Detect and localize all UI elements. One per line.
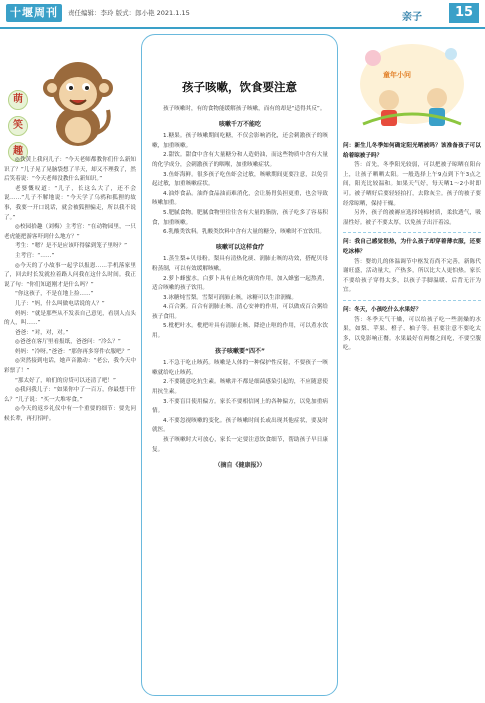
article-item: 4.百合粥。百合有润肺止咳、清心安神的作用，可以做成百合粥给孩子食用。 bbox=[152, 304, 328, 320]
children-illustration bbox=[343, 34, 481, 134]
article-intro: 孩子咳嗽时，有的食物能缓解孩子咳嗽，而有的却是“适得其反”。 bbox=[163, 106, 326, 112]
joke-paragraph: “你这孩子，不是在地上捡……” bbox=[15, 291, 94, 298]
answer: 答：冬季天气干燥，可以给孩子吃一些润燥的水果，如梨、苹果、橙子、柚子等。但要注意不要吃太多，以免影响正餐。水果最好在两餐之间吃，不要空腹吃。 bbox=[343, 316, 481, 352]
qa-text bbox=[343, 142, 481, 354]
section-title: 亲子 bbox=[402, 12, 422, 23]
article-title: 孩子咳嗽，饮食要注意 bbox=[182, 80, 297, 94]
joke-paragraph: ◎今天的返乡礼仪中有一个重要的细节：要先问候长辈，再打招呼。 bbox=[4, 406, 136, 423]
article-closing: 孩子咳嗽时大可放心，家长一定要注意饮食细节，帮助孩子早日康复。 bbox=[152, 437, 328, 453]
article-item: 4.不要忽视咳嗽的变化。孩子咳嗽时间长或出现其他症状，要及时就医。 bbox=[152, 417, 328, 434]
article-item: 1.糖果。孩子咳嗽期间吃糖，不仅会影响消化，还会刺激孩子的咳嗽，加重咳嗽。 bbox=[152, 133, 328, 149]
article-item: 2.不要随意吃抗生素。咳嗽并不都是细菌感染引起的，不应随意使用抗生素。 bbox=[152, 379, 328, 396]
joke-paragraph: “那太好了，咱们的房贷可以还清了吧！” bbox=[15, 377, 116, 384]
article-item: 2.萝卜蜂蜜水。白萝卜具有止咳化痰的作用，加入蜂蜜一起熬煮，适合咳嗽的孩子饮用。 bbox=[152, 275, 328, 292]
ribbon-char-3: 趣 bbox=[8, 142, 28, 162]
qa-divider bbox=[343, 300, 481, 302]
right-column bbox=[343, 34, 481, 696]
question: 问：新生儿冬季如何确定阳光晒被吗？该准备孩子可以给着晾被子吗？ bbox=[343, 143, 481, 159]
article-item: 5.枇杷叶水。枇杷叶具有清肺止咳、降逆止呕的作用，可以煮水饮用。 bbox=[152, 323, 328, 340]
article-item: 3.不要盲目使用偏方。家长不要相信网上的各种偏方，以免加重病情。 bbox=[152, 398, 328, 415]
illustration-caption: 童年小问 bbox=[383, 71, 411, 79]
joke-paragraph: 妈妈：“就是那些从不发表自己意见，看别人点头的人，叫……” bbox=[4, 310, 136, 327]
answer: 答：首先，冬季阳光较弱，可以把被子晾晒在阳台上，让孩子晒晒太阳。一般选择上午9点到下午3点之间，阳光比较温和。如果天气好，每天晒1～2小时即可。被子晒好后要轻轻拍打，去除灰尘。孩子的被子要经常晾晒，保持干燥。 bbox=[343, 162, 481, 207]
question: 问：我自己感觉很热，为什么孩子却穿着薄衣服，还要吃冰棒？ bbox=[343, 239, 481, 255]
qa-divider bbox=[343, 232, 481, 234]
joke-paragraph: ◎今天的了小故事一起学以报恩……手机落家里了，回去时长发就拉着路人问我在这什么时间。我正说了句：“你们知道刚才是什么吗？” bbox=[4, 262, 136, 288]
monkey-illustration bbox=[36, 48, 120, 148]
article-box bbox=[141, 34, 338, 696]
answer: 答：婴幼儿的体温调节中枢发育尚不完善，新陈代谢旺盛，活动量大，产热多，所以比大人更怕热。家长不要给孩子穿得太多，以孩子手脚温暖、后背无汗为宜。 bbox=[343, 258, 481, 294]
page-header bbox=[0, 0, 485, 26]
article-item: 3.鱼虾海鲜。很多孩子吃鱼虾会过敏，咳嗽期间更要注意，以免引起过敏，加重咳嗽症状。 bbox=[152, 171, 328, 188]
page-number: 15 bbox=[449, 3, 479, 23]
joke-paragraph: 儿子：“妈，什么叫做电话说的人？” bbox=[15, 300, 105, 307]
answer: 另外，孩子的被褥应选择纯棉材质，柔软透气，吸湿性好。被子不要太厚，以免孩子出汗着凉。 bbox=[343, 210, 481, 226]
joke-paragraph: 老婆慨叹道：“儿子，长这么大了，还不会说……”儿子不解地说：“今天学了乌鸦和狐狸的故事，我要一开口说话，就会被狐狸骗走，所以我不说了。” bbox=[4, 185, 136, 221]
article-item: 6.乳酸类饮料。乳酸类饮料中含有大量的糖分，咳嗽时不宜饮用。 bbox=[163, 229, 325, 236]
joke-paragraph: 爸爸：“对，对，对。” bbox=[15, 329, 69, 336]
editor-meta: 责任编辑：李玲 版式：郎小艳 2021.1.15 bbox=[68, 9, 190, 17]
article-item: 1.不急于吃止咳药。咳嗽是人体的一种保护性反射，不要孩子一咳嗽就给吃止咳药。 bbox=[152, 360, 328, 376]
header-divider bbox=[0, 27, 485, 29]
article-item: 5.肥腻食物。肥腻食物里往往含有大量的脂肪，孩子吃多了容易积食，加重咳嗽。 bbox=[152, 209, 328, 226]
joke-paragraph: ◎突然接到电话，她声音激动：“老公，我今天中彩票了！” bbox=[4, 358, 136, 375]
joke-paragraph: ◎爸爸在客厅里看报纸，爸爸问：“冷么？” bbox=[15, 339, 121, 346]
joke-paragraph: 考生：“嗯？是不是应该吓得躲到笼子里呀？” bbox=[15, 243, 128, 250]
joke-paragraph: 主考官：“……” bbox=[15, 252, 55, 259]
article-item: 1.蒸生梨+贝母粉。梨具有清热化痰、润肺止咳的功效，搭配贝母粉蒸制，可以有效缓解咳嗽。 bbox=[152, 256, 328, 272]
joke-paragraph: ◎佚黄上我问儿子：“今天老师都教你们什么新知识了？”儿子晃了晃脑袋想了半天，却又不理我了，然后笑着说：“今天老师没教什么新知识。” bbox=[4, 157, 136, 183]
article-source: （摘自《健康报》） bbox=[214, 462, 266, 470]
question: 问：冬天，小孩吃什么水果好？ bbox=[343, 306, 422, 313]
jokes-text bbox=[4, 156, 136, 425]
ribbon-char-1: 萌 bbox=[8, 90, 28, 110]
ribbon-char-2: 笑 bbox=[8, 116, 28, 136]
section-heading: 咳嗽千万不能吃 bbox=[218, 120, 261, 128]
article-item: 3.冰糖炖雪梨。雪梨可润肺止咳，冰糖可以生津润燥。 bbox=[163, 294, 297, 301]
section-heading: 咳嗽可以这样食疗 bbox=[215, 243, 264, 251]
joke-paragraph: ◎校园拾趣（刘梅）主考官：“在动物园里，一只老虎能把游客吓到什么地方？” bbox=[4, 224, 136, 240]
joke-paragraph: ◎我问我儿子：“如果你中了一百万，你最想干什么？”儿子说：“买一大堆零食。” bbox=[4, 387, 136, 403]
article-item: 4.油炸食品。油炸食品油而难消化，会让肠胃负担更重，也会导致咳嗽加重。 bbox=[152, 190, 328, 207]
left-column bbox=[4, 34, 136, 696]
joke-paragraph: 妈妈：“冷呀。”爸爸：“那你再多穿件衣服吧？” bbox=[15, 348, 131, 355]
section-heading: 孩子咳嗽要“四不” bbox=[215, 347, 265, 355]
article-item: 2.甜饮。甜食中含有大量糖分和人造奶油，而这些物质中含有大量的化学成分，会刺激孩子的咽喉，加重咳嗽症状。 bbox=[152, 152, 328, 168]
article-body bbox=[152, 105, 328, 471]
brand-logo: 十堰周刊 bbox=[6, 4, 62, 22]
